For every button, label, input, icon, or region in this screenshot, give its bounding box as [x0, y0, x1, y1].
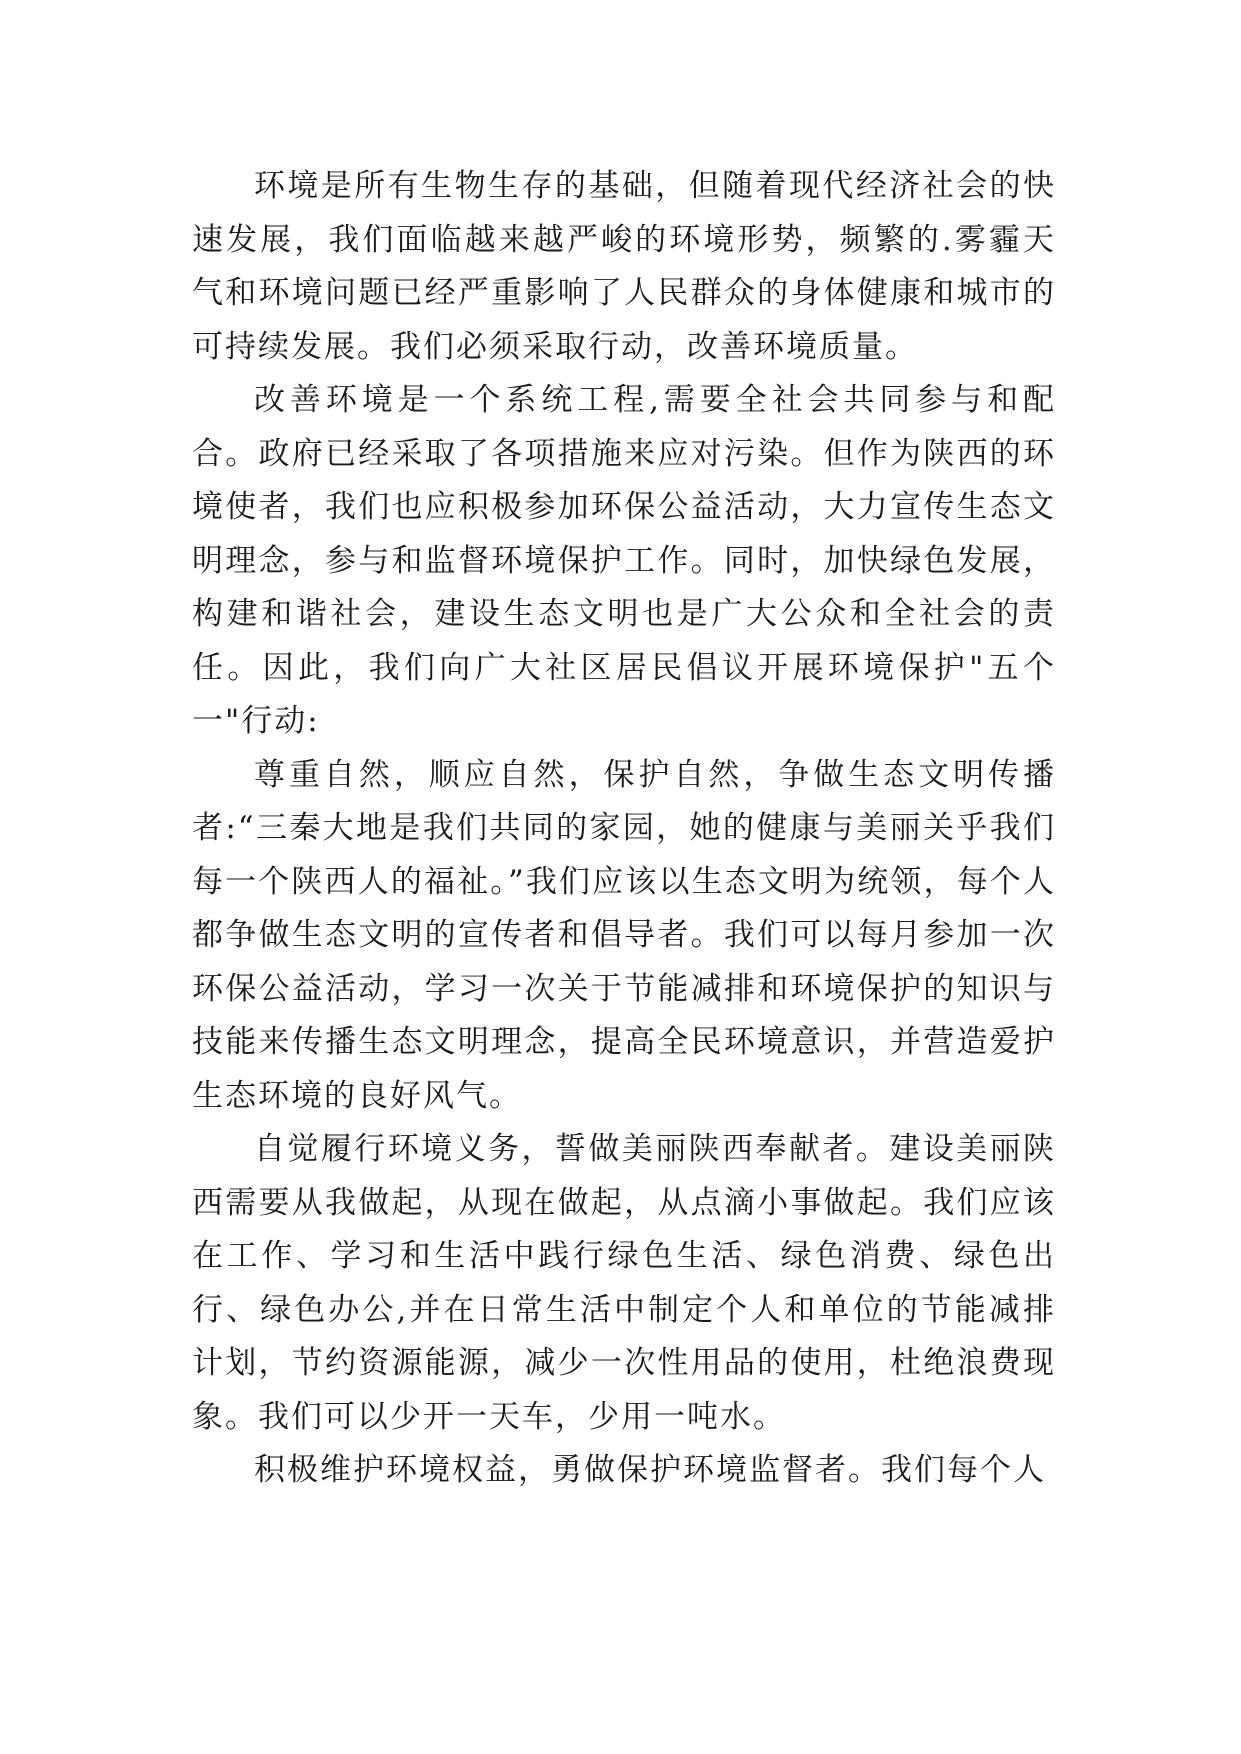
paragraph-5: 积极维护环境权益，勇做保护环境监督者。我们每个人 — [254, 1452, 1046, 1488]
document-body — [192, 160, 1056, 1498]
paragraph-4: 自觉履行环境义务，誓做美丽陕西奉献者。建设美丽陕西需要从我做起，从现在做起，从点滴小事做起。我们应该在工作、学习和生活中践行绿色生活、绿色消费、绿色出行、绿色办公,并在日常生活中制定个人和单位的节能减排计划，节约资源能源，减少一次性用品的使用，杜绝浪费现象。我们可以少开一天车，少用一吨水。 — [192, 1131, 1056, 1435]
paragraph-1: 环境是所有生物生存的基础，但随着现代经济社会的快速发展，我们面临越来越严峻的环境形势，频繁的.雾霾天气和环境问题已经严重影响了人民群众的身体健康和城市的可持续发展。我们必须采取行动，改善环境质量。 — [192, 168, 1056, 365]
paragraph-2: 改善环境是一个系统工程,需要全社会共同参与和配合。政府已经采取了各项措施来应对污染。但作为陕西的环境使者，我们也应积极参加环保公益活动，大力宣传生态文明理念，参与和监督环境保护工作。同时，加快绿色发展，构建和谐社会，建设生态文明也是广大公众和全社会的责任。因此，我们向广大社区居民倡议开展环境保护"五个一"行动: — [192, 382, 1056, 739]
paragraph-3: 尊重自然，顺应自然，保护自然，争做生态文明传播者:“三秦大地是我们共同的家园，她的健康与美丽关乎我们每一个陕西人的福祉。”我们应该以生态文明为统领，每个人都争做生态文明的宣传者和倡导者。我们可以每月参加一次环保公益活动，学习一次关于节能减排和环境保护的知识与技能来传播生态文明理念，提高全民环境意识，并营造爱护生态环境的良好风气。 — [192, 756, 1056, 1114]
